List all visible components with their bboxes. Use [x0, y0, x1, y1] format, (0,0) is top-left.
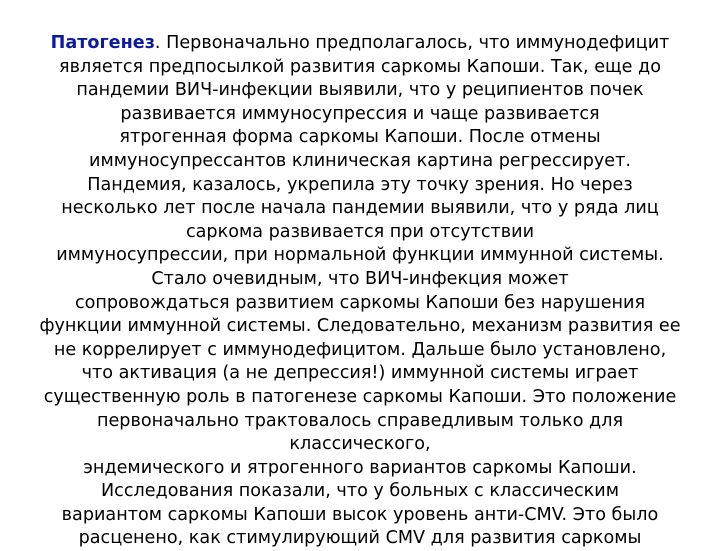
first-line-text: . Первоначально предполагалось, что иммунодефицит	[154, 33, 670, 53]
text-line: саркома развивается при отсутствии	[185, 221, 535, 242]
text-line: не коррелирует с иммунодефицитом. Дальше было установлено,	[53, 339, 667, 360]
text-line: вариантом саркомы Капоши высок уровень анти-CMV. Это было	[61, 504, 659, 525]
text-line: является предпосылкой развития саркомы Капоши. Так, еще до	[59, 56, 661, 77]
text-line: пандемии ВИЧ-инфекции выявили, что у реципиентов почек	[76, 80, 644, 101]
term-heading: Патогенез	[50, 33, 155, 53]
text-line: иммуносупрессии, при нормальной функции иммунной системы.	[56, 245, 664, 266]
text-line: функции иммунной системы. Следовательно, механизм развития ее	[39, 316, 681, 337]
text-line: развивается иммуносупрессия и чаще развивается	[120, 103, 600, 124]
body-text	[10, 32, 710, 551]
text-line: Стало очевидным, что ВИЧ-инфекция может	[151, 268, 569, 289]
text-line: классического,	[289, 434, 431, 455]
text-line: Исследования показали, что у больных с классическим	[100, 481, 619, 502]
text-line: Пандемия, казалось, укрепила эту точку зрения. Но через	[87, 174, 633, 195]
text-line-1	[10, 32, 710, 56]
text-line: иммуносупрессантов клиническая картина регрессирует.	[89, 150, 631, 171]
text-line: что активация (а не депрессия!) иммунной системы играет	[81, 363, 639, 384]
text-line: эндемического и ятрогенного вариантов саркомы Капоши.	[83, 457, 637, 478]
text-line: ятрогенная форма саркомы Капоши. После отмены	[119, 127, 601, 148]
text-line: несколько лет после начала пандемии выявили, что у ряда лиц	[61, 198, 659, 219]
text-line: сопровождаться развитием саркомы Капоши без нарушения	[74, 292, 646, 313]
text-line: первоначально трактовалось справедливым только для	[96, 410, 624, 431]
text-line: существенную роль в патогенезе саркомы Капоши. Это положение	[43, 386, 677, 407]
text-line: расценено, как стимулирующий CMV для развития саркомы	[78, 528, 642, 549]
